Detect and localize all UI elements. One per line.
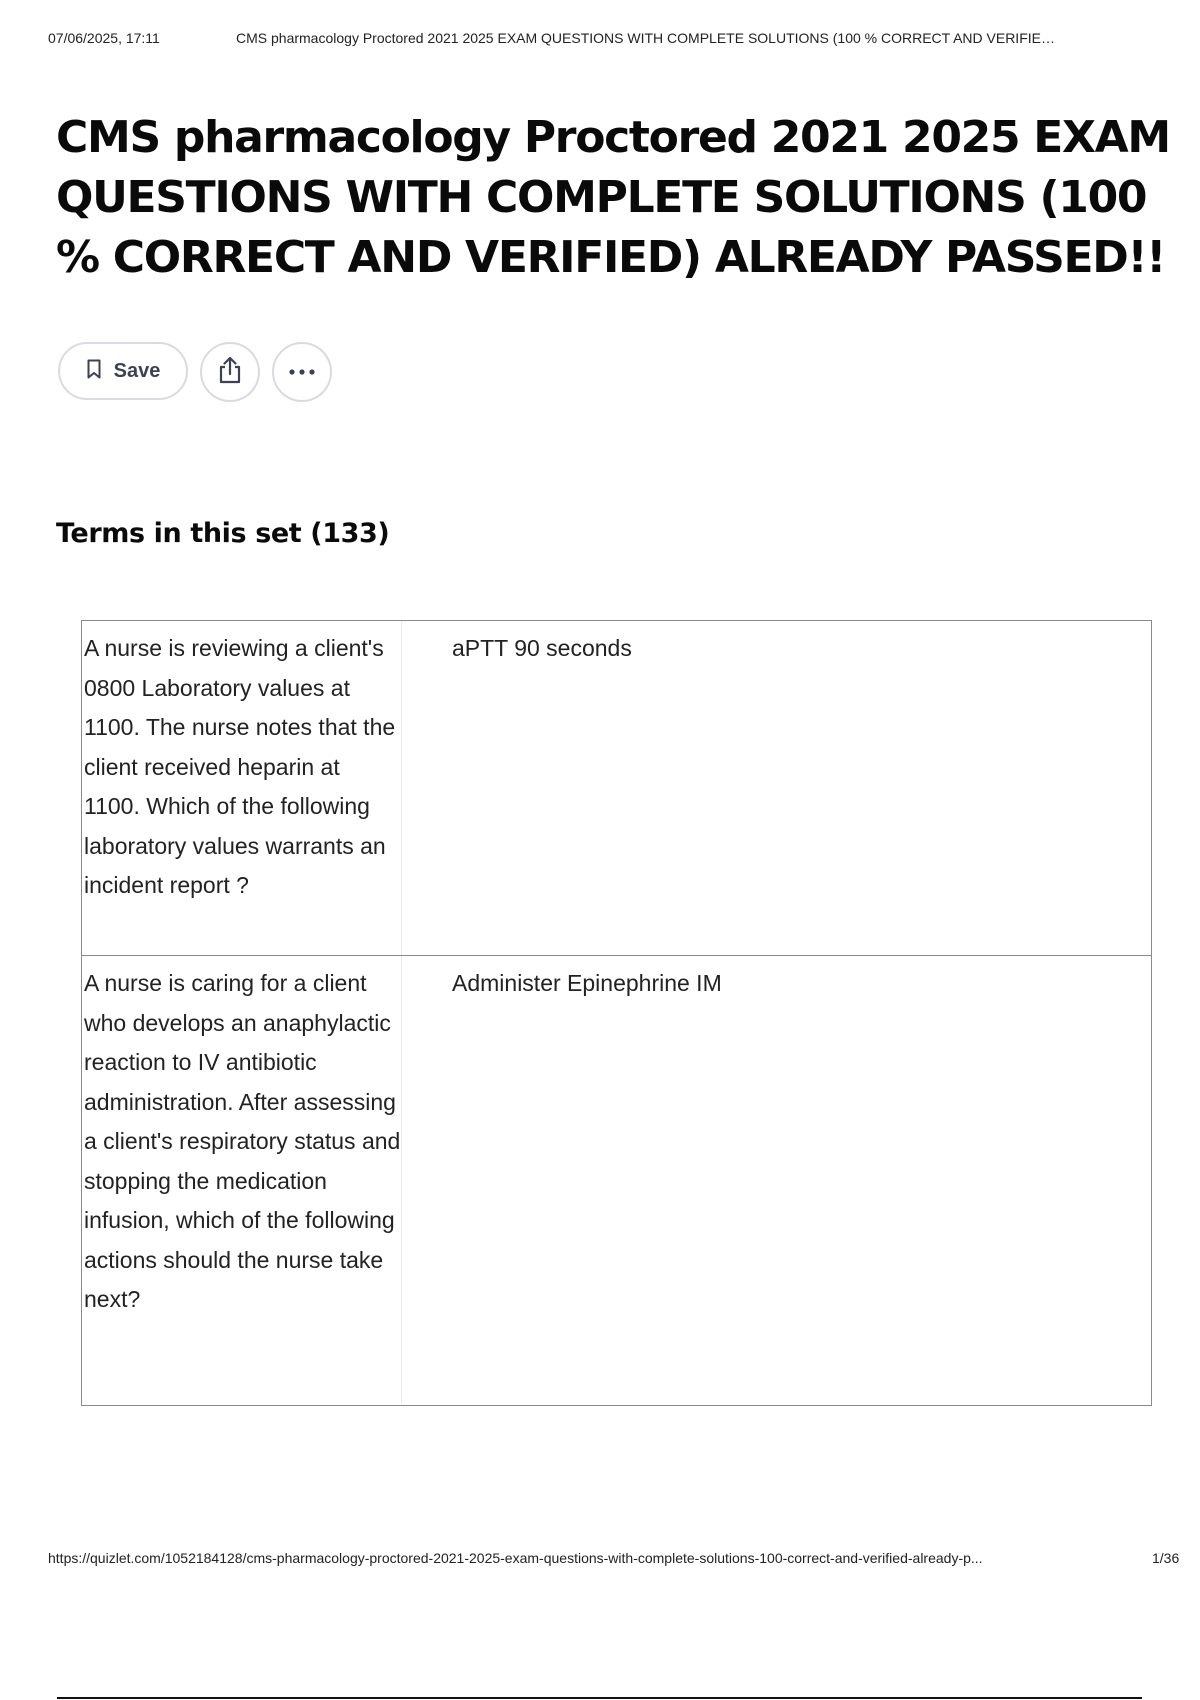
print-footer-page-number: 1/36 (1152, 1550, 1180, 1566)
page-title: CMS pharmacology Proctored 2021 2025 EXAM QUESTIONS WITH COMPLETE SOLUTIONS (100 % CORRECT AND VERIFIED) ALREADY PASSED!! (56, 112, 1170, 283)
share-button[interactable] (200, 342, 260, 402)
bottom-divider (57, 1697, 1142, 1699)
terms-table (81, 620, 1152, 1406)
more-icon (288, 363, 316, 381)
print-footer-url: https://quizlet.com/1052184128/cms-pharmacology-proctored-2021-2025-exam-questions-with-complete-solutions-100-correct-and-verified-already-p... (48, 1550, 983, 1566)
save-button[interactable] (58, 342, 188, 400)
term-answer: Administer Epinephrine IM (452, 970, 722, 996)
term-question: A nurse is caring for a client who develops an anaphylactic reaction to IV antibiotic administration. After assessing a client's respiratory status and stopping the medication infusion, which of the following actions should the nurse take next? (82, 956, 402, 1405)
term-answer: aPTT 90 seconds (452, 635, 632, 661)
save-label: Save (113, 359, 161, 382)
term-row (82, 955, 1151, 1405)
share-icon (217, 356, 243, 389)
more-options-button[interactable] (272, 342, 332, 402)
bookmark-icon (86, 359, 102, 384)
term-question: A nurse is reviewing a client's 0800 Laboratory values at 1100. The nurse notes that the client received heparin at 1100. Which of the following laboratory values warrants an incident report ? (82, 621, 402, 955)
print-header-title: CMS pharmacology Proctored 2021 2025 EXAM QUESTIONS WITH COMPLETE SOLUTIONS (100 % CORRECT AND VERIFIE… (236, 30, 1055, 46)
terms-heading: Terms in this set (133) (56, 518, 390, 549)
term-row (82, 621, 1151, 955)
print-header-date: 07/06/2025, 17:11 (48, 30, 160, 46)
action-bar (58, 342, 332, 402)
